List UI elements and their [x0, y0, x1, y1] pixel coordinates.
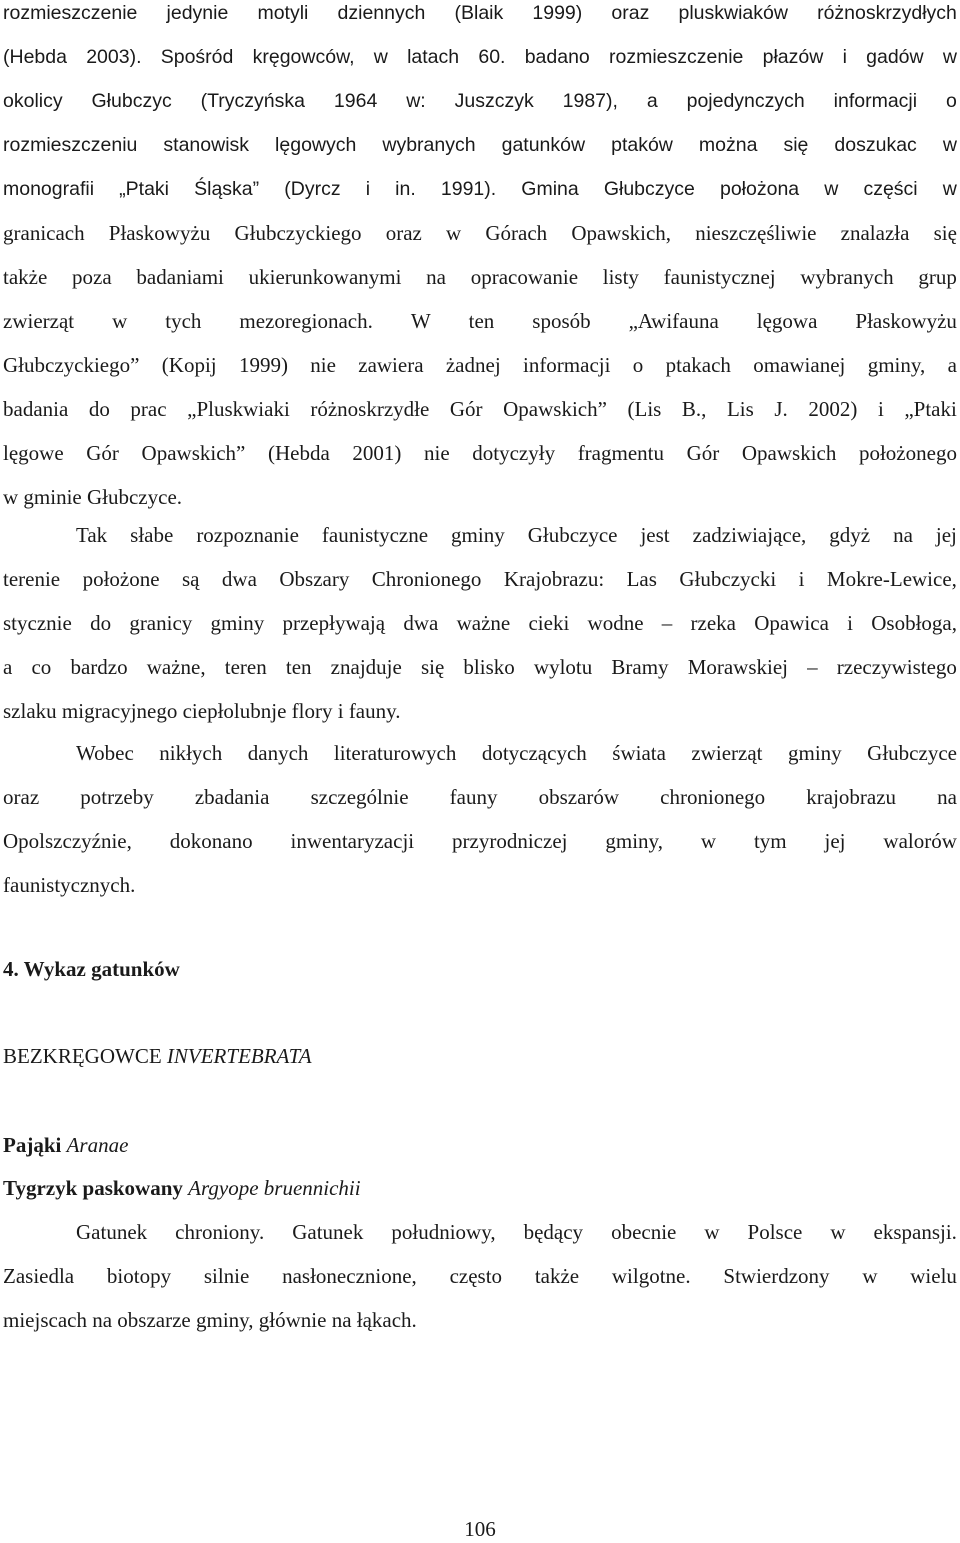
word: inwentaryzacji — [290, 829, 415, 853]
word: informacji — [833, 90, 918, 112]
word: tym — [753, 829, 787, 853]
text-line — [3, 79, 957, 123]
word: (Blaik — [454, 2, 504, 24]
word: pojedynczych — [686, 90, 805, 112]
word: na — [426, 265, 446, 289]
word: Bramy — [611, 655, 669, 679]
word: Głubczyckiego” — [3, 353, 140, 377]
word: rozmieszczeniu — [3, 134, 138, 156]
word: (Hebda — [3, 46, 67, 68]
word: Obszary — [279, 567, 350, 591]
word: doszukac — [834, 134, 917, 156]
word: nasłonecznione, — [282, 1264, 417, 1288]
paragraph-2 — [3, 513, 957, 733]
word: 1999) — [238, 353, 288, 377]
word: i — [842, 46, 847, 68]
word: ptaków — [611, 134, 673, 156]
text-line — [3, 645, 957, 689]
word: nieszczęśliwie — [695, 221, 817, 245]
word: ten — [468, 309, 495, 333]
word: przyrodniczej — [452, 829, 568, 853]
word: obszarów — [538, 785, 620, 809]
text-line — [3, 431, 957, 475]
group-heading-latin: INVERTEBRATA — [166, 1044, 312, 1068]
word: położona — [719, 178, 800, 200]
word: (Kopij — [161, 353, 217, 377]
word: lęgowe — [3, 441, 64, 465]
word: południowy, — [391, 1220, 496, 1244]
word: Głubczyce — [867, 741, 957, 765]
word: co — [31, 655, 52, 679]
word: 1987), — [562, 90, 618, 112]
word: ten — [285, 655, 312, 679]
word: – — [807, 655, 818, 679]
word: ptakach — [665, 353, 731, 377]
word: wybranych — [382, 134, 476, 156]
text-line-last: szlaku migracyjnego ciepłolubnje flory i fauny. — [3, 699, 401, 723]
word: „Ptaki — [904, 397, 957, 421]
word: są — [181, 567, 200, 591]
order-heading-polish: Pająki — [3, 1133, 62, 1157]
word: oraz — [611, 2, 650, 24]
word: a — [3, 655, 13, 679]
word: W — [410, 309, 431, 333]
word: w — [824, 178, 839, 200]
word: o — [632, 353, 644, 377]
word: wybranych — [800, 265, 894, 289]
word: 2001) — [352, 441, 402, 465]
word: a — [947, 353, 957, 377]
word: Gór — [686, 441, 720, 465]
word: i — [847, 611, 853, 635]
word: Płaskowyżu — [108, 221, 211, 245]
word: dokonano — [169, 829, 253, 853]
word: chronionego — [660, 785, 766, 809]
word: Gatunek — [76, 1220, 148, 1244]
word: ważne, — [146, 655, 206, 679]
species-heading-latin: Argyope bruennichii — [188, 1176, 361, 1200]
word: dziennych — [337, 2, 426, 24]
word: w — [942, 178, 957, 200]
word: in. — [395, 178, 416, 200]
word: zbadania — [194, 785, 270, 809]
word: znajduje — [330, 655, 402, 679]
word: B., — [681, 397, 707, 421]
word: gminy, — [605, 829, 663, 853]
word: Las — [626, 567, 657, 591]
word: zadziwiające, — [692, 523, 807, 547]
word: Tak — [76, 523, 108, 547]
word: Płaskowyżu — [855, 309, 957, 333]
word: gatunków — [501, 134, 586, 156]
word: części — [863, 178, 918, 200]
word: Juszczyk — [454, 90, 534, 112]
text-line — [3, 123, 957, 167]
word: różnoskrzydłe — [310, 397, 430, 421]
word: informacji — [522, 353, 611, 377]
word: w — [700, 829, 717, 853]
word: Stwierdzony — [723, 1264, 830, 1288]
word: Opawica — [754, 611, 829, 635]
word: Gmina — [521, 178, 579, 200]
word: Zasiedla — [3, 1264, 75, 1288]
word: „Pluskwiaki — [187, 397, 290, 421]
word: rozpoznanie — [196, 523, 299, 547]
text-line — [3, 0, 957, 35]
word: wielu — [910, 1264, 957, 1288]
word: jej — [935, 523, 957, 547]
word: okolicy — [3, 90, 63, 112]
text-line — [3, 775, 957, 819]
order-heading-latin: Aranae — [66, 1133, 129, 1157]
word: – — [661, 611, 673, 635]
word: (Dyrcz — [284, 178, 341, 200]
word: granicach — [3, 221, 85, 245]
word: tych — [165, 309, 202, 333]
order-heading — [3, 1133, 128, 1158]
word: Spośród — [160, 46, 234, 68]
word: na — [893, 523, 913, 547]
word: motyli — [257, 2, 309, 24]
word: i — [365, 178, 371, 200]
word: się — [933, 221, 957, 245]
group-heading — [3, 1044, 312, 1069]
word: lęgowych — [275, 134, 357, 156]
word: się — [420, 655, 445, 679]
word: wilgotne. — [611, 1264, 691, 1288]
word: Mokre-Lewice, — [826, 567, 957, 591]
word: ukierunkowanymi — [248, 265, 402, 289]
text-line — [3, 299, 957, 343]
word: chroniony. — [175, 1220, 265, 1244]
text-line-first — [3, 513, 957, 557]
word: teren — [224, 655, 267, 679]
word: faunistycznej — [663, 265, 776, 289]
word: pluskwiaków — [678, 2, 788, 24]
text-line-first — [3, 1210, 957, 1254]
word: Osobłoga, — [871, 611, 957, 635]
word: badano — [524, 46, 590, 68]
word: dwa — [221, 567, 257, 591]
word: i — [798, 567, 805, 591]
word: nie — [424, 441, 450, 465]
word: różnoskrzydłych — [817, 2, 957, 24]
species-heading-polish: Tygrzyk paskowany — [3, 1176, 183, 1200]
text-line — [3, 167, 957, 211]
word: mezoregionach. — [239, 309, 373, 333]
word: Gór — [449, 397, 483, 421]
word: ważne — [456, 611, 511, 635]
word: gdyż — [829, 523, 871, 547]
word: Krajobrazu: — [503, 567, 605, 591]
paragraph-3 — [3, 731, 957, 907]
text-line — [3, 387, 957, 431]
word: 1999) — [532, 2, 583, 24]
word: przepływają — [282, 611, 386, 635]
word: zawiera — [358, 353, 424, 377]
word: gminy — [451, 523, 505, 547]
text-line — [3, 819, 957, 863]
word: w: — [406, 90, 426, 112]
word: (Hebda — [267, 441, 330, 465]
word: monografii — [3, 178, 95, 200]
word: a — [646, 90, 658, 112]
word: gadów — [866, 46, 924, 68]
word: Chronionego — [371, 567, 482, 591]
word: poza — [72, 265, 112, 289]
word: rzeka — [690, 611, 737, 635]
word: Opawskich” — [503, 397, 607, 421]
word: 2002) — [808, 397, 858, 421]
word: „Awifauna — [628, 309, 719, 333]
word: 1991). — [440, 178, 497, 200]
word: płazów — [762, 46, 824, 68]
section-heading: 4. Wykaz gatunków — [3, 957, 180, 981]
word: rozmieszczenie — [3, 2, 138, 24]
word: terenie — [3, 567, 61, 591]
word: „Ptaki — [119, 178, 170, 200]
word: stanowisk — [163, 134, 250, 156]
word: w — [942, 46, 957, 68]
word: Głubczyce — [527, 523, 618, 547]
word: do — [88, 397, 110, 421]
word: Opolszczyźnie, — [3, 829, 132, 853]
word: na — [937, 785, 957, 809]
word: walorów — [883, 829, 957, 853]
word: Górach — [485, 221, 548, 245]
word: omawianej — [753, 353, 846, 377]
text-line-last: miejscach na obszarze gminy, głównie na łąkach. — [3, 1308, 417, 1332]
word: krajobrazu — [806, 785, 897, 809]
text-line-last: w gminie Głubczyce. — [3, 485, 183, 509]
text-line — [3, 557, 957, 601]
word: słabe — [130, 523, 174, 547]
word: (Tryczyńska — [200, 90, 305, 112]
word: badaniami — [136, 265, 224, 289]
text-line — [3, 1254, 957, 1298]
text-line — [3, 35, 957, 79]
word: badania — [3, 397, 69, 421]
word: także — [3, 265, 48, 289]
word: w — [942, 134, 957, 156]
word: (Lis — [627, 397, 662, 421]
word: latach — [407, 46, 460, 68]
word: szczególnie — [310, 785, 409, 809]
word: Wobec — [76, 741, 134, 765]
word: Opawskich” — [141, 441, 246, 465]
word: rzeczywistego — [836, 655, 957, 679]
word: znalazła — [840, 221, 910, 245]
word: rozmieszczenie — [609, 46, 744, 68]
word: w — [862, 1264, 878, 1288]
word: o — [946, 90, 957, 112]
word: J. — [774, 397, 788, 421]
word: fragmentu — [577, 441, 664, 465]
word: prac — [130, 397, 167, 421]
word: Morawskiej — [687, 655, 789, 679]
word: kręgowców, — [252, 46, 355, 68]
word: ekspansji. — [873, 1220, 957, 1244]
word: blisko — [463, 655, 515, 679]
word: 60. — [478, 46, 506, 68]
word: będący — [523, 1220, 584, 1244]
word: gminy, — [867, 353, 926, 377]
word: literaturowych — [333, 741, 457, 765]
word: do — [90, 611, 112, 635]
word: sposób — [532, 309, 591, 333]
word: nie — [310, 353, 336, 377]
word: danych — [247, 741, 309, 765]
text-line — [3, 343, 957, 387]
word: żadnej — [445, 353, 501, 377]
word: opracowanie — [470, 265, 579, 289]
word: biotopy — [106, 1264, 172, 1288]
word: jej — [824, 829, 846, 853]
word: obecnie — [611, 1220, 677, 1244]
word: gminy — [788, 741, 842, 765]
text-line — [3, 211, 957, 255]
word: położone — [82, 567, 160, 591]
word: w — [830, 1220, 846, 1244]
word: Opawskich — [741, 441, 837, 465]
word: się — [783, 134, 809, 156]
word: grup — [918, 265, 957, 289]
word: Śląska” — [194, 178, 260, 200]
word: potrzeby — [80, 785, 154, 809]
word: jest — [640, 523, 670, 547]
page-number: 106 — [464, 1517, 496, 1541]
word: dotyczyły — [472, 441, 556, 465]
word: oraz — [385, 221, 422, 245]
word: często — [449, 1264, 503, 1288]
word: Głubczyckiego — [234, 221, 362, 245]
word: Gór — [86, 441, 119, 465]
word: i — [877, 397, 884, 421]
word: zwierząt — [691, 741, 763, 765]
word: wylotu — [533, 655, 593, 679]
word: silnie — [203, 1264, 250, 1288]
word: gminy — [210, 611, 265, 635]
word: w — [112, 309, 128, 333]
word: listy — [602, 265, 639, 289]
word: Głubczyc — [91, 90, 172, 112]
word: można — [698, 134, 758, 156]
text-line-first — [3, 731, 957, 775]
word: 1964 — [333, 90, 378, 112]
word: w — [373, 46, 388, 68]
text-line — [3, 255, 957, 299]
word: w — [446, 221, 462, 245]
word: także — [534, 1264, 580, 1288]
word: jedynie — [166, 2, 229, 24]
word: Głubczyce — [603, 178, 695, 200]
word: fauny — [449, 785, 498, 809]
word: Głubczycki — [679, 567, 777, 591]
species-heading — [3, 1176, 361, 1201]
word: faunistyczne — [321, 523, 429, 547]
word: dwa — [403, 611, 439, 635]
word: położonego — [858, 441, 957, 465]
word: 2003). — [86, 46, 142, 68]
text-line-last: faunistycznych. — [3, 873, 136, 897]
word: dotyczących — [481, 741, 587, 765]
word: bardzo — [70, 655, 128, 679]
word: nikłych — [159, 741, 223, 765]
word: wodne — [587, 611, 644, 635]
word: Gatunek — [292, 1220, 364, 1244]
word: świata — [612, 741, 666, 765]
paragraph-4 — [3, 1210, 957, 1342]
word: lęgowa — [756, 309, 818, 333]
word: Opawskich, — [571, 221, 672, 245]
text-line — [3, 601, 957, 645]
word: Polsce — [747, 1220, 803, 1244]
word: zwierząt — [3, 309, 75, 333]
group-heading-polish: BEZKRĘGOWCE — [3, 1044, 162, 1068]
paragraph-1 — [3, 0, 957, 519]
word: Lis — [726, 397, 754, 421]
word: granicy — [129, 611, 193, 635]
word: stycznie — [3, 611, 72, 635]
word: oraz — [3, 785, 40, 809]
word: w — [704, 1220, 720, 1244]
word: cieki — [528, 611, 570, 635]
